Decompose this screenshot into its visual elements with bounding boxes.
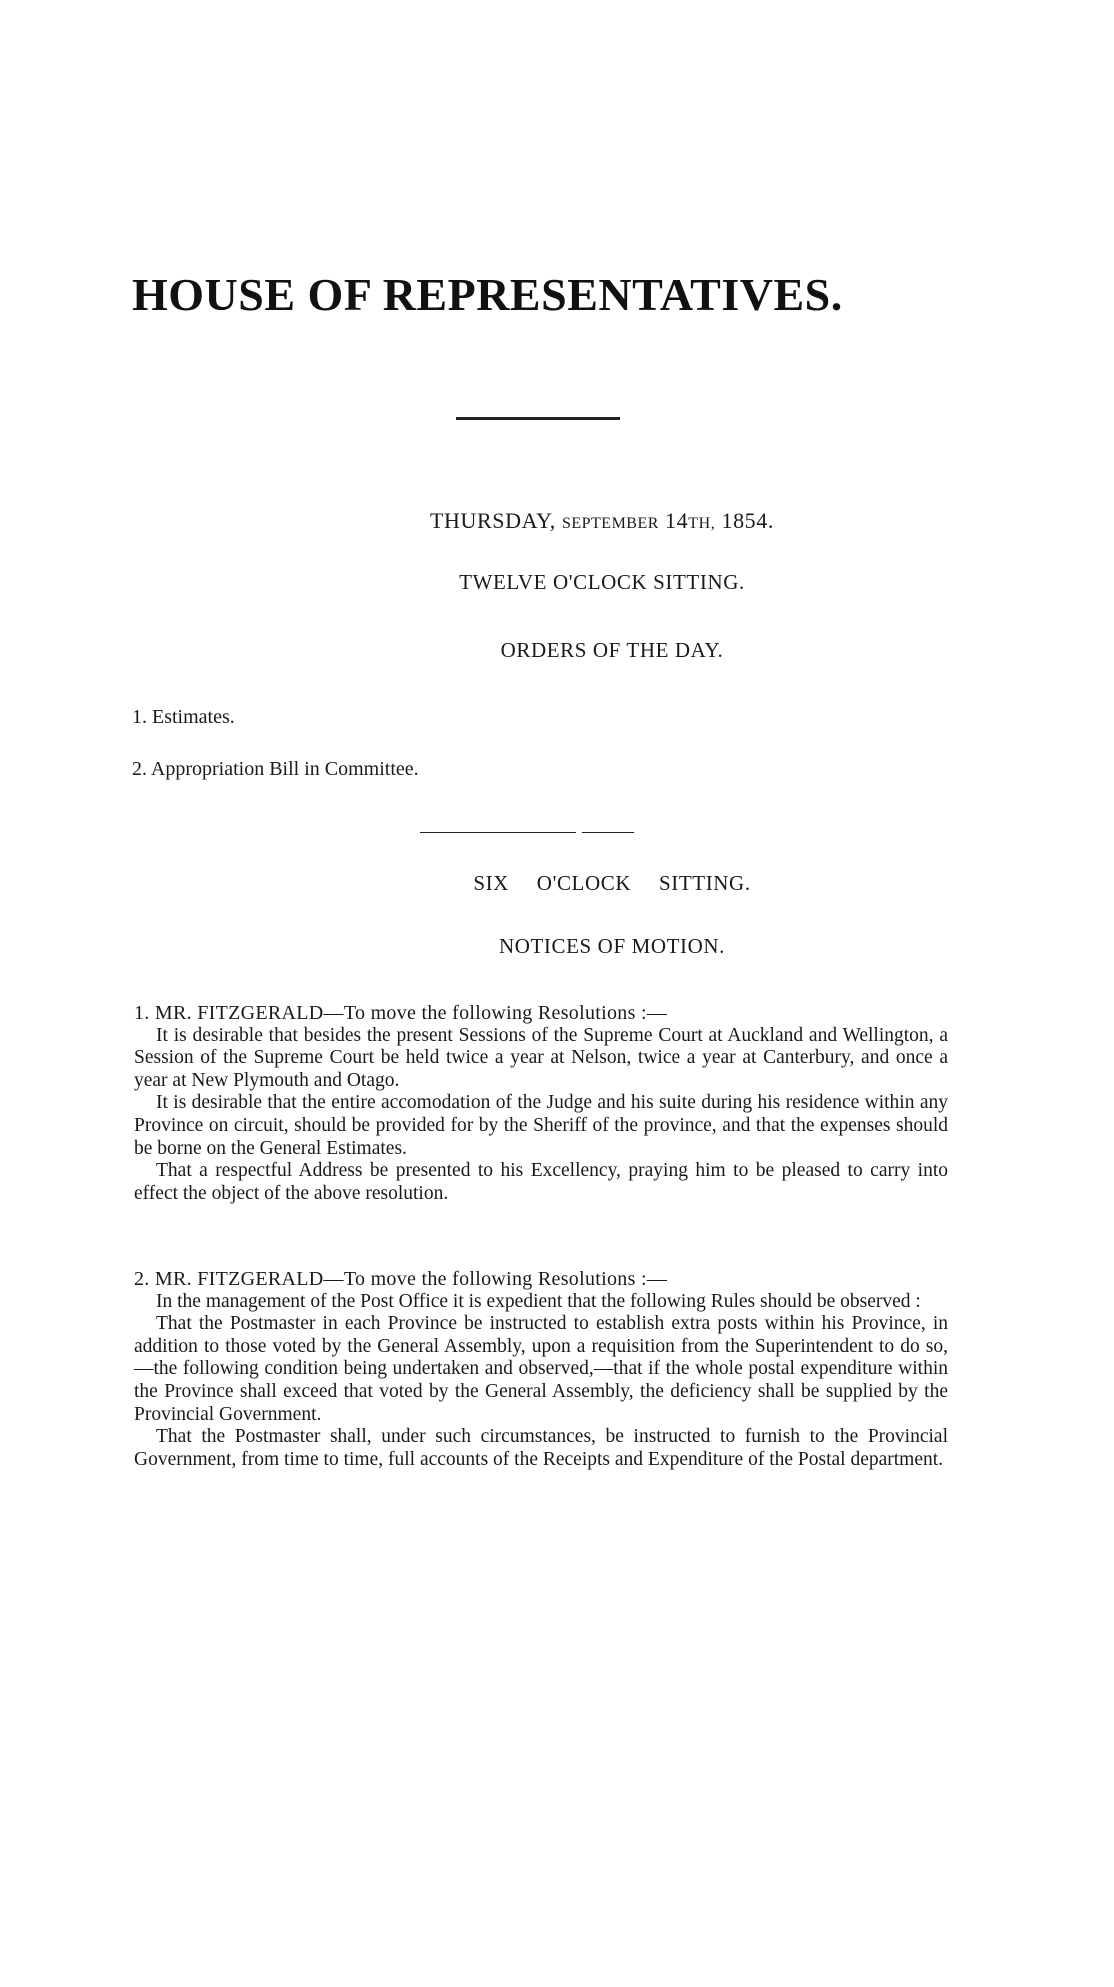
date-month: SEPTEMBER bbox=[561, 515, 659, 532]
date-year: 1854. bbox=[721, 508, 774, 533]
motion-heading: 1. MR. FITZGERALD—To move the following Resolutions :— bbox=[134, 1002, 668, 1024]
section-divider-rule bbox=[420, 832, 576, 833]
motion-paragraph: That the Postmaster in each Province be instructed to establish extra posts within his Province, in addition to those voted by the General Assembly, upon a requisition from the Superintendent to do so,—the following condition being undertaken and observed,—that if the whole postal expenditure within the Province shall exceed that voted by the General Assembly, the deficiency shall be supplied by the Provincial Government. bbox=[134, 1313, 948, 1425]
title-divider-rule bbox=[456, 417, 620, 420]
order-item: 2. Appropriation Bill in Committee. bbox=[132, 758, 419, 780]
motion-paragraph: That the Postmaster shall, under such circumstances, be instructed to furnish to the Provincial Government, from time to time, full accounts of the Receipts and Expenditure of the Postal department. bbox=[134, 1426, 948, 1470]
order-item: 1. Estimates. bbox=[132, 706, 235, 728]
six-oclock-heading: SIX O'CLOCK SITTING. bbox=[473, 871, 751, 895]
orders-heading: ORDERS OF THE DAY. bbox=[500, 638, 724, 662]
motion-paragraph: It is desirable that besides the present Sessions of the Supreme Court at Auckland and Wellington, a Session of the Supreme Court be held twice a year at Nelson, twice a year at Canterbury, and once a year at New Plymouth and Otago. bbox=[134, 1024, 948, 1091]
motion-paragraph: It is desirable that the entire accomodation of the Judge and his suite during his residence within any Province on circuit, should be provided for by the Sheriff of the province, and that the expenses should be borne on the General Estimates. bbox=[134, 1092, 948, 1159]
twelve-oclock-heading: TWELVE O'CLOCK SITTING. bbox=[459, 570, 745, 594]
date-suffix: TH, bbox=[688, 515, 716, 532]
sitting-date bbox=[0, 508, 1114, 534]
document-title: HOUSE OF REPRESENTATIVES. bbox=[132, 269, 843, 320]
date-day: 14 bbox=[665, 508, 689, 533]
motion-heading: 2. MR. FITZGERALD—To move the following Resolutions :— bbox=[134, 1268, 668, 1290]
motion-1 bbox=[134, 1002, 948, 1205]
section-divider-rule bbox=[582, 832, 634, 833]
motion-2 bbox=[134, 1268, 948, 1471]
notices-heading: NOTICES OF MOTION. bbox=[498, 934, 726, 958]
motion-paragraph: In the management of the Post Office it is expedient that the following Rules should be observed : bbox=[156, 1290, 921, 1312]
date-weekday: THURSDAY, bbox=[430, 508, 556, 533]
motion-paragraph: That a respectful Address be presented to his Excellency, praying him to be pleased to carry into effect the object of the above resolution. bbox=[134, 1160, 948, 1204]
